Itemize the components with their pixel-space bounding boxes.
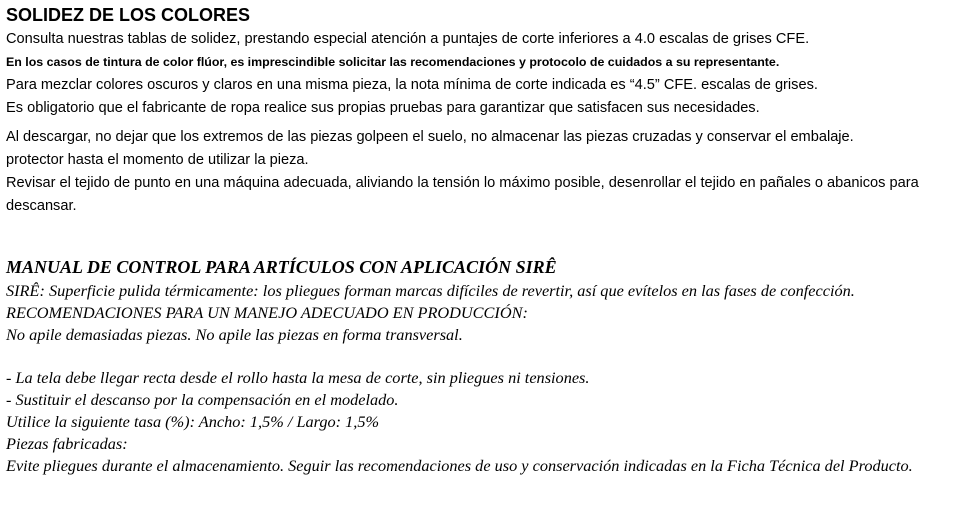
paragraph-storage-folds: Evite pliegues durante el almacenamiento. Seguir las recomendaciones de uso y conservación indicadas en la Ficha Técnica del Producto. <box>6 456 913 475</box>
handling-section <box>6 126 974 218</box>
list-item-straight-fabric: - La tela debe llegar recta desde el rollo hasta la mesa de corte, sin pliegues ni tensiones. <box>6 368 590 387</box>
paragraph-knit-inspection: Revisar el tejido de punto en una máquina adecuada, aliviando la tensión lo máximo posible, desenrollar el tejido en pañales o abanicos para descansar. <box>6 175 919 214</box>
paragraph-protective-packaging: protector hasta el momento de utilizar la pieza. <box>6 152 309 168</box>
paragraph-stacking: No apile demasiadas piezas. No apile las piezas en forma transversal. <box>6 325 463 344</box>
paragraph-shrink-rate: Utilice la siguiente tasa (%): Ancho: 1,5% / Largo: 1,5% <box>6 412 380 431</box>
color-fastness-section <box>6 4 974 120</box>
document-page <box>6 0 974 477</box>
list-item-compensation: - Sustituir el descanso por la compensación en el modelado. <box>6 390 399 409</box>
subheading-production-recommendations: RECOMENDACIONES PARA UN MANEJO ADECUADO EN PRODUCCIÓN: <box>6 303 528 322</box>
sire-manual-section <box>6 256 974 477</box>
paragraph-manufacturer-tests: Es obligatorio que el fabricante de ropa realice sus propias pruebas para garantizar que satisfacen sus necesidades. <box>6 100 760 116</box>
paragraph-fastness-tables: Consulta nuestras tablas de solidez, prestando especial atención a puntajes de corte inferiores a 4.0 escalas de grises CFE. <box>6 31 810 47</box>
paragraph-mixing-colors: Para mezclar colores oscuros y claros en una misma pieza, la nota mínima de corte indicada es “4.5” CFE. escalas de grises. <box>6 77 818 93</box>
section-title-color-fastness: SOLIDEZ DE LOS COLORES <box>6 5 251 25</box>
paragraph-sire-definition: SIRÊ: Superficie pulida térmicamente: los pliegues forman marcas difíciles de revertir, así que evítelos en las fases de confección. <box>6 281 855 300</box>
paragraph-fluor-dye-warning: En los casos de tintura de color flúor, es imprescindible solicitar las recomendaciones y protocolo de cuidados a su representante. <box>6 55 780 69</box>
section-title-sire-manual: MANUAL DE CONTROL PARA ARTÍCULOS CON APLICACIÓN SIRÊ <box>6 257 557 277</box>
label-manufactured-pieces: Piezas fabricadas: <box>6 434 128 453</box>
paragraph-unloading: Al descargar, no dejar que los extremos de las piezas golpeen el suelo, no almacenar las piezas cruzadas y conservar el embalaje. <box>6 129 854 145</box>
